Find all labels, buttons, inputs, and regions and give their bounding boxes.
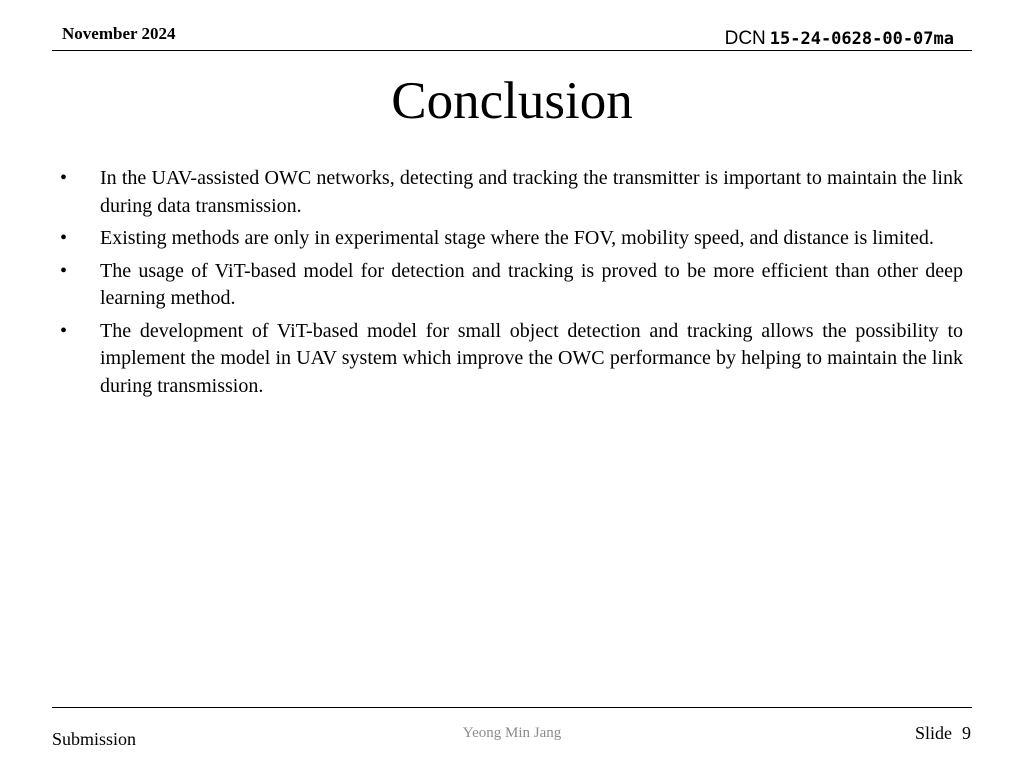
bullet-item [60,258,963,313]
bullet-text: The development of ViT-based model for small object detection and tracking allows the possibility to implement the model in UAV system which improve the OWC performance by helping to maintain the link during transmission. [100,319,963,397]
slide-label: Slide [914,723,952,743]
bullet-point: • [60,167,68,189]
slide-title: Conclusion [391,72,633,130]
bullet-point: • [60,259,68,282]
bullet-item [60,318,963,401]
bullet-point: • [60,319,68,342]
bullet-item [60,165,963,220]
footer-submission: Submission [52,729,137,749]
header-divider [52,50,972,51]
bullet-text: Existing methods are only in experimental stage where the FOV, mobility speed, and distance is limited. [100,227,934,249]
bullet-item [60,225,963,253]
bullet-list [60,165,963,405]
bullet-text: In the UAV-assisted OWC networks, detecting and tracking the transmitter is important to maintain the link during data transmission. [100,167,963,217]
footer-author: Yeong Min Jang [462,725,562,741]
dcn-label: DCN [724,28,766,49]
footer-slide-number [915,721,971,745]
footer-divider [52,707,972,708]
slide-number: 9 [962,723,971,743]
header-dcn [725,27,954,51]
bullet-point: • [60,227,68,249]
header-date: November 2024 [62,24,176,43]
bullet-text: The usage of ViT-based model for detection and tracking is proved to be more efficient than other deep learning method. [100,259,963,309]
dcn-number: 15-24-0628-00-07ma [769,29,954,49]
